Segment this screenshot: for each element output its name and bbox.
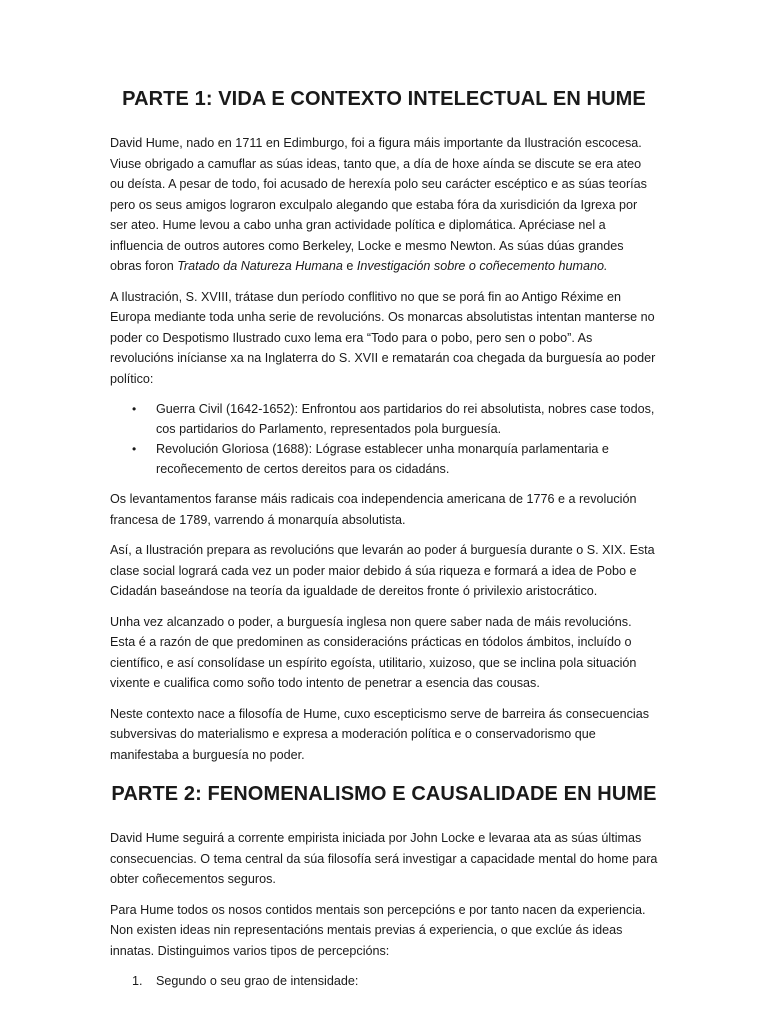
list-item-civil-war bbox=[132, 399, 658, 439]
part2-paragraph-1: David Hume seguirá a corrente empirista iniciada por John Locke e levaraa ata as súas últimas consecuencias. O tema central da súa filosofía será investigar a capacidade mental do home para obter coñecementos seguros. bbox=[110, 831, 658, 886]
bullet-icon: • bbox=[132, 402, 137, 416]
bullet-icon: • bbox=[132, 442, 137, 456]
list-item-text: Guerra Civil (1642-1652): Enfrontou aos partidarios do rei absolutista, nobres case todos, cos partidarios do Parlamento, representados pola burguesía. bbox=[156, 402, 655, 436]
part1-paragraph-2: A Ilustración, S. XVIII, trátase dun período conflitivo no que se porá fin ao Antigo Réxime en Europa mediante toda unha serie de revolucións. Os monarcas absolutistas intentan manterse no poder co Despotismo Ilustrado cuxo lema era “Todo para o pobo, pero sen o pobo”. As revolucións inícianse xa na Inglaterra do S. XVII e rematarán coa chegada da burguesía ao poder político: bbox=[110, 289, 656, 386]
part1-p1-text: David Hume, nado en 1711 en Edimburgo, foi a figura máis importante da Ilustración escocesa. Viuse obrigado a camuflar as súas ideas, tanto que, a día de hoxe aínda se discute se era ateo ou deísta. A pesar de todo, foi acusado de herexía polo seu carácter escéptico e as súas teorías pero os seus amigos lograron exculpalo alegando que estaba fóra da xurisdición da Igrexa por ser ateo. Hume levou a cabo unha gran actividade política e diplomática. Apréciase nel a influencia de outros autores como Berkeley, Locke e mesmo Newton. As súas dúas grandes obras foron bbox=[110, 136, 647, 273]
part1-paragraph-1 bbox=[110, 133, 658, 277]
perception-types-list bbox=[110, 971, 658, 991]
list-item-glorious-revolution bbox=[132, 439, 658, 479]
work-title-enquiry: Investigación sobre o coñecemento humano. bbox=[356, 259, 608, 273]
part1-heading: PARTE 1: VIDA E CONTEXTO INTELECTUAL EN HUME bbox=[122, 88, 646, 110]
part2-paragraph-2: Para Hume todos os nosos contidos mentais son percepcións e por tanto nacen da experiencia. Non existen ideas nin representacións mentais previas á experiencia, o que exclúe ás ideas innatas. Distinguimos varios tipos de percepcións: bbox=[110, 902, 646, 958]
part1-paragraph-5: Unha vez alcanzado o poder, a burguesía inglesa non quere saber nada de máis revolucións. Esta é a razón de que predominen as consideracións prácticas en tódolos ámbitos, incluído o científico, e así consolídase un espírito egoísta, utilitario, xuizoso, que se inclina pola situación vixente e cualifica como soño todo intento de penetrar a esencia das cousas. bbox=[110, 614, 637, 690]
conjunction: e bbox=[342, 259, 357, 273]
part2-heading: PARTE 2: FENOMENALISMO E CAUSALIDADE EN HUME bbox=[111, 783, 657, 805]
list-item-text: Segundo o seu grao de intensidade: bbox=[156, 974, 359, 988]
revolutions-list bbox=[110, 399, 658, 479]
part1-paragraph-4: Así, a Ilustración prepara as revolucións que levarán ao poder á burguesía durante o S. XIX. Esta clase social logrará cada vez un poder maior debido á súa riqueza e formará a idea de Pobo e Cidadán baseándose na teoría da igualdade de dereitos fronte ó privilexio aristocrático. bbox=[110, 543, 655, 598]
part1-paragraph-3: Os levantamentos faranse máis radicais coa independencia americana de 1776 e a revolución francesa de 1789, varrendo á monarquía absolutista. bbox=[110, 492, 637, 527]
list-number: 1. bbox=[132, 974, 143, 988]
list-item-text: Revolución Gloriosa (1688): Lógrase establecer unha monarquía parlamentaria e recoñecemento de certos dereitos para os cidadáns. bbox=[156, 442, 609, 476]
work-title-treatise: Tratado da Natureza Humana bbox=[177, 259, 343, 273]
numbered-list-item bbox=[132, 971, 658, 991]
part1-paragraph-6: Neste contexto nace a filosofía de Hume, cuxo escepticismo serve de barreira ás consecuencias subversivas do materialismo e expresa a moderación política e o conservadorismo que manifestaba a burguesía no poder. bbox=[110, 706, 650, 762]
